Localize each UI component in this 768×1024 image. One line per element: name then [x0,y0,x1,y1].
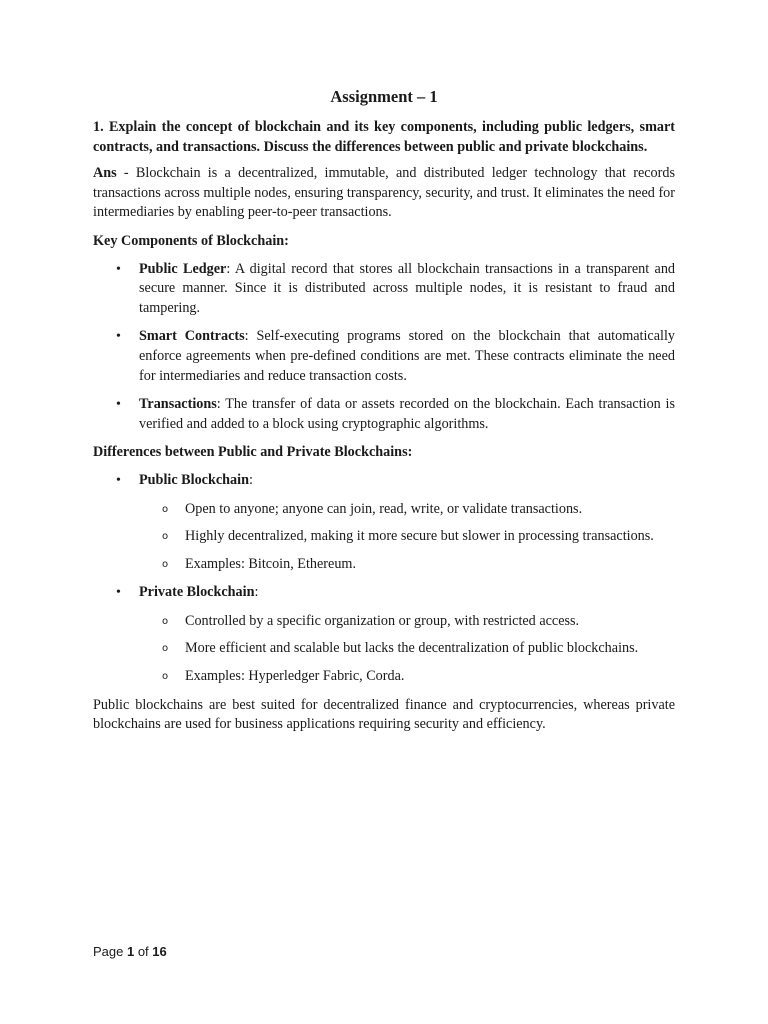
key-components-list [93,260,675,435]
key-components-heading: Key Components of Blockchain: [93,232,289,249]
total-page-count: 16 [152,944,167,959]
private-blockchain-term: Private Blockchain [139,584,255,601]
term-suffix: : [254,584,259,601]
answer-text: - Blockchain is a decentralized, immutable, and distributed ledger technology that records transactions across multiple nodes, ensuring transparency, security, and trust. It eliminates the need for intermediaries by enabling peer-to-peer transactions. [93,165,675,221]
list-item [93,395,675,434]
question-text: 1. Explain the concept of blockchain and its key components, including public ledgers, smart contracts, and transactions. Discuss the differences between public and private blockchains. [93,119,675,155]
bullet-icon: • [116,472,121,488]
public-blockchain-term: Public Blockchain [139,471,249,488]
document-page [93,86,675,744]
list-item [93,327,675,386]
answer-paragraph [93,164,675,223]
component-text: : A digital record that stores all blockchain transactions in a transparent and secure manner. Since it is distributed across multiple nodes, it is resistant to fraud and tampering. [139,260,676,316]
list-item [93,471,675,574]
differences-list [93,471,675,687]
conclusion-paragraph: Public blockchains are best suited for decentralized finance and cryptocurrencies, whereas private blockchains are used for business applications requiring security and efficiency. [93,696,675,733]
list-item [139,555,675,575]
list-item [93,260,675,319]
sub-bullet-icon: o [162,503,169,515]
bullet-icon: • [116,261,121,277]
component-term: Transactions [139,396,217,413]
answer-label: Ans [93,165,117,182]
component-term: Smart Contracts [139,328,245,345]
bullet-icon: • [116,329,121,345]
current-page-number: 1 [126,944,135,959]
list-item [139,667,675,687]
list-item [93,583,675,686]
point-text: Examples: Hyperledger Fabric, Corda. [185,668,405,685]
point-text: Examples: Bitcoin, Ethereum. [185,555,356,572]
point-text: Open to anyone; anyone can join, read, write, or validate transactions. [185,500,583,517]
sub-bullet-icon: o [162,531,169,543]
private-blockchain-points [139,612,675,687]
point-text: Controlled by a specific organization or group, with restricted access. [185,612,580,629]
list-item [139,612,675,632]
sub-bullet-icon: o [162,615,169,627]
page-prefix: Page [93,944,127,959]
point-text: More efficient and scalable but lacks the decentralization of public blockchains. [185,640,639,657]
differences-heading: Differences between Public and Private Blockchains: [93,444,413,461]
component-text: : The transfer of data or assets recorded on the blockchain. Each transaction is verified and added to a block using cryptographic algorithms. [139,396,675,432]
term-suffix: : [248,471,253,488]
public-blockchain-points [139,500,675,575]
component-text: : Self-executing programs stored on the blockchain that automatically enforce agreements when pre-defined conditions are met. These contracts eliminate the need for intermediaries and reduce transaction costs. [139,328,675,384]
component-term: Public Ledger [139,260,227,277]
list-item [139,639,675,659]
sub-bullet-icon: o [162,671,169,683]
page-of: of [134,944,153,959]
document-title: Assignment – 1 [330,87,438,106]
point-text: Highly decentralized, making it more secure but slower in processing transactions. [185,528,654,545]
sub-bullet-icon: o [162,558,169,570]
list-item [139,500,675,520]
page-number-footer [93,944,167,959]
sub-bullet-icon: o [162,643,169,655]
bullet-icon: • [116,585,121,601]
bullet-icon: • [116,397,121,413]
list-item [139,527,675,547]
